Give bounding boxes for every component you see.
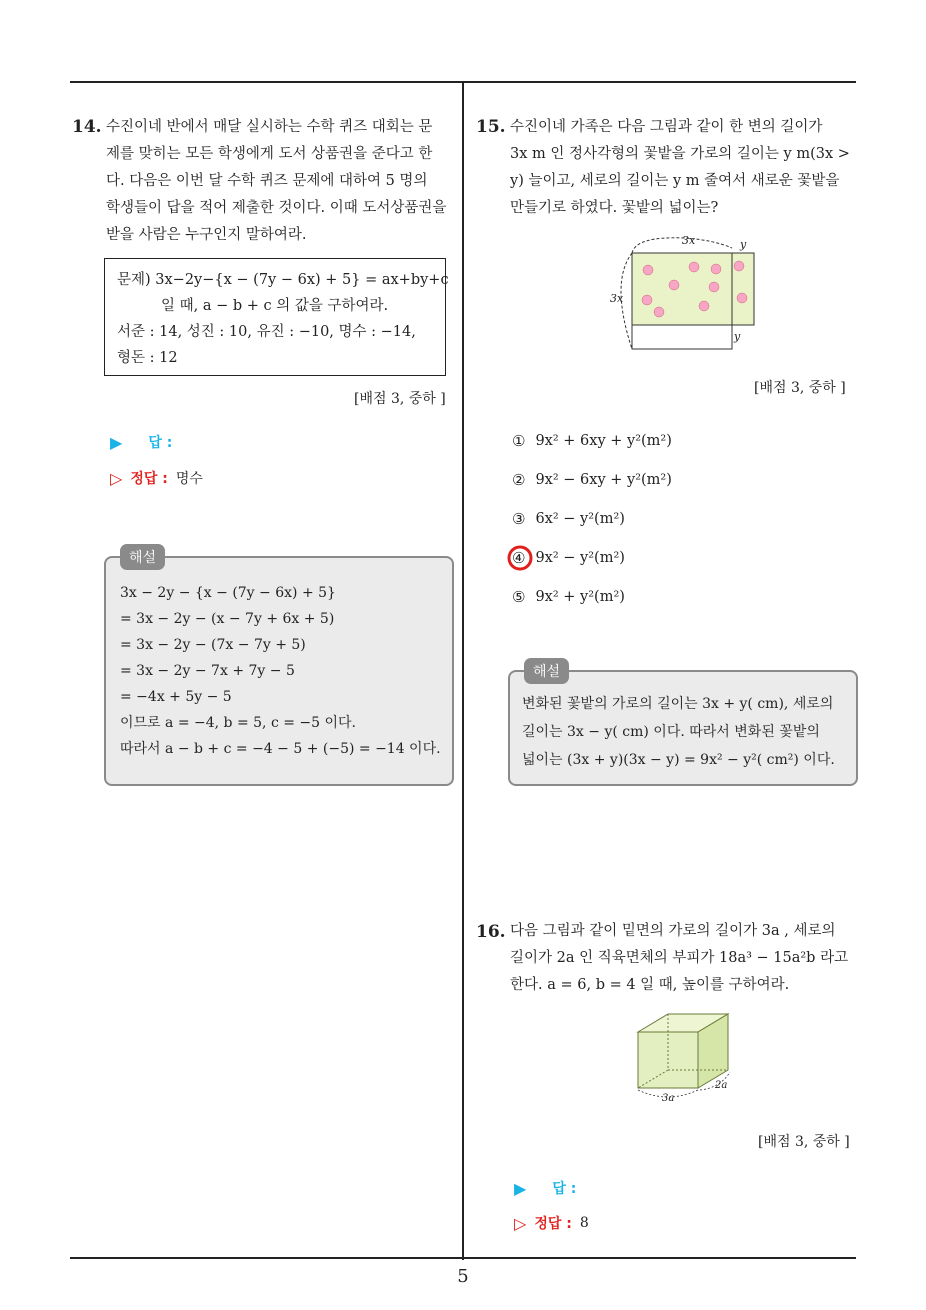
q14-problem-box xyxy=(104,258,449,376)
choice-number: ⑤ xyxy=(512,588,526,606)
q16-text-line: 길이가 2a 인 직육면체의 부피가 18a³ − 15a²b 라고 xyxy=(510,950,849,966)
q16-answer-label: 답 : xyxy=(552,1181,577,1197)
q15-score: [배점 3, 중하 ] xyxy=(754,380,846,396)
q15-solution-tag: 해설 xyxy=(524,658,569,684)
correct-arrow-icon: ▷ xyxy=(110,468,123,488)
q15-text-line: 3x m 인 정사각형의 꽃밭을 가로의 길이는 y m(3x > xyxy=(510,146,850,162)
q14-correct-row xyxy=(110,468,203,488)
q15-solution-line: 길이는 3x − y( cm) 이다. 따라서 변화된 꽃밭의 xyxy=(522,724,820,740)
q15-choice-1[interactable] xyxy=(512,432,672,450)
q15-choice-3[interactable] xyxy=(512,510,625,528)
answer-arrow-icon: ▶ xyxy=(110,432,123,452)
q15-choice-2[interactable] xyxy=(512,471,672,489)
q14-text-line: 제를 맞히는 모든 학생에게 도서 상품권을 준다고 한 xyxy=(106,146,433,162)
choice-text: 6x² − y²(m²) xyxy=(535,511,625,527)
q14-text-line: 학생들이 답을 적어 제출한 것이다. 이때 도서상품권을 xyxy=(106,200,447,216)
choice-number xyxy=(512,549,525,567)
q15-text-line: 만들기로 하였다. 꽃밭의 넓이는? xyxy=(510,200,719,216)
q15-label-right-top: y xyxy=(740,238,747,251)
q15-number: 15. xyxy=(476,117,506,137)
q14-box-line: 형돈 : 12 xyxy=(117,350,178,366)
q14-text-line: 수진이네 반에서 매달 실시하는 수학 퀴즈 대회는 문 xyxy=(106,119,433,135)
answer-arrow-icon: ▶ xyxy=(514,1178,527,1198)
q15-flowerbed-figure xyxy=(604,232,774,356)
q14-solution-lines xyxy=(120,580,441,762)
bottom-rule xyxy=(70,1257,856,1259)
q15-solution-lines xyxy=(522,690,835,774)
q16-cuboid-figure xyxy=(620,1010,740,1105)
choice-number: ① xyxy=(512,432,526,450)
q14-score: [배점 3, 중하 ] xyxy=(354,391,446,407)
correct-arrow-icon: ▷ xyxy=(514,1213,527,1233)
q14-solution-line: = 3x − 2y − (7x − 7y + 5) xyxy=(120,637,306,653)
q15-label-right-bottom: y xyxy=(734,330,741,343)
q14-solution-line: = −4x + 5y − 5 xyxy=(120,689,232,705)
q16-question-text xyxy=(510,918,860,999)
q14-text-line: 받을 사람은 누구인지 말하여라. xyxy=(106,227,307,243)
q14-correct-value: 명수 xyxy=(175,471,203,487)
choice-text: 9x² − 6xy + y²(m²) xyxy=(535,472,672,488)
q14-correct-label: 정답 : xyxy=(130,471,168,487)
q15-removed-strip xyxy=(632,325,732,349)
q16-answer-row xyxy=(514,1178,576,1198)
q14-solution-line: 이므로 a = −4, b = 5, c = −5 이다. xyxy=(120,715,356,731)
q15-question-text xyxy=(510,114,860,222)
q14-solution-line: 따라서 a − b + c = −4 − 5 + (−5) = −14 이다. xyxy=(120,741,441,757)
q16-label-bottom: 3a xyxy=(662,1093,675,1104)
q15-label-top: 3x xyxy=(682,234,696,247)
q15-solution-line: 넓이는 (3x + y)(3x − y) = 9x² − y²( cm²) 이다. xyxy=(522,752,835,768)
choice-number: ② xyxy=(512,471,526,489)
choice-number: ③ xyxy=(512,510,526,528)
page-number: 5 xyxy=(457,1266,469,1287)
q16-correct-row xyxy=(514,1213,589,1233)
choice-text: 9x² + 6xy + y²(m²) xyxy=(535,433,672,449)
q15-choice-5[interactable] xyxy=(512,588,625,606)
q15-label-left: 3x xyxy=(610,292,624,305)
q14-solution-line: 3x − 2y − {x − (7y − 6x) + 5} xyxy=(120,585,336,601)
column-divider xyxy=(462,82,464,1260)
q16-label-right: 2a xyxy=(715,1080,728,1091)
q14-box-line: 문제) 3x−2y−{x − (7y − 6x) + 5} = ax+by+c xyxy=(117,272,449,288)
choice-text: 9x² − y²(m²) xyxy=(535,550,625,566)
q14-question-text xyxy=(106,114,456,249)
q15-solution-line: 변화된 꽃밭의 가로의 길이는 3x + y( cm), 세로의 xyxy=(522,696,834,712)
q14-number: 14. xyxy=(72,117,102,137)
choice-text: 9x² + y²(m²) xyxy=(535,589,625,605)
q16-text-line: 다음 그림과 같이 밑면의 가로의 길이가 3a , 세로의 xyxy=(510,923,836,939)
q14-solution-box xyxy=(104,550,454,786)
q15-text-line: 수진이네 가족은 다음 그림과 같이 한 변의 길이가 xyxy=(510,119,823,135)
q16-correct-value: 8 xyxy=(579,1215,589,1231)
q15-text-line: y) 늘이고, 세로의 길이는 y m 줄여서 새로운 꽃밭을 xyxy=(510,173,840,189)
q15-solution-box xyxy=(508,664,858,786)
q14-text-line: 다. 다음은 이번 달 수학 퀴즈 문제에 대하여 5 명의 xyxy=(106,173,428,189)
q14-box-line: 일 때, a − b + c 의 값을 구하여라. xyxy=(161,298,389,314)
q16-score: [배점 3, 중하 ] xyxy=(758,1134,850,1150)
choice-number-text: ④ xyxy=(512,549,526,567)
q14-solution-line: = 3x − 2y − (x − 7y + 6x + 5) xyxy=(120,611,335,627)
q16-text-line: 한다. a = 6, b = 4 일 때, 높이를 구하여라. xyxy=(510,977,790,993)
q14-solution-tag: 해설 xyxy=(120,544,165,570)
q16-correct-label: 정답 : xyxy=(534,1216,572,1232)
q16-number: 16. xyxy=(476,922,506,942)
q14-answer-label: 답 : xyxy=(148,435,173,451)
q14-box-line: 서준 : 14, 성진 : 10, 유진 : −10, 명수 : −14, xyxy=(117,324,416,340)
q14-answer-row xyxy=(110,432,172,452)
selected-circle-icon xyxy=(506,544,534,572)
q14-solution-line: = 3x − 2y − 7x + 7y − 5 xyxy=(120,663,295,679)
q15-choice-4[interactable] xyxy=(512,549,625,567)
